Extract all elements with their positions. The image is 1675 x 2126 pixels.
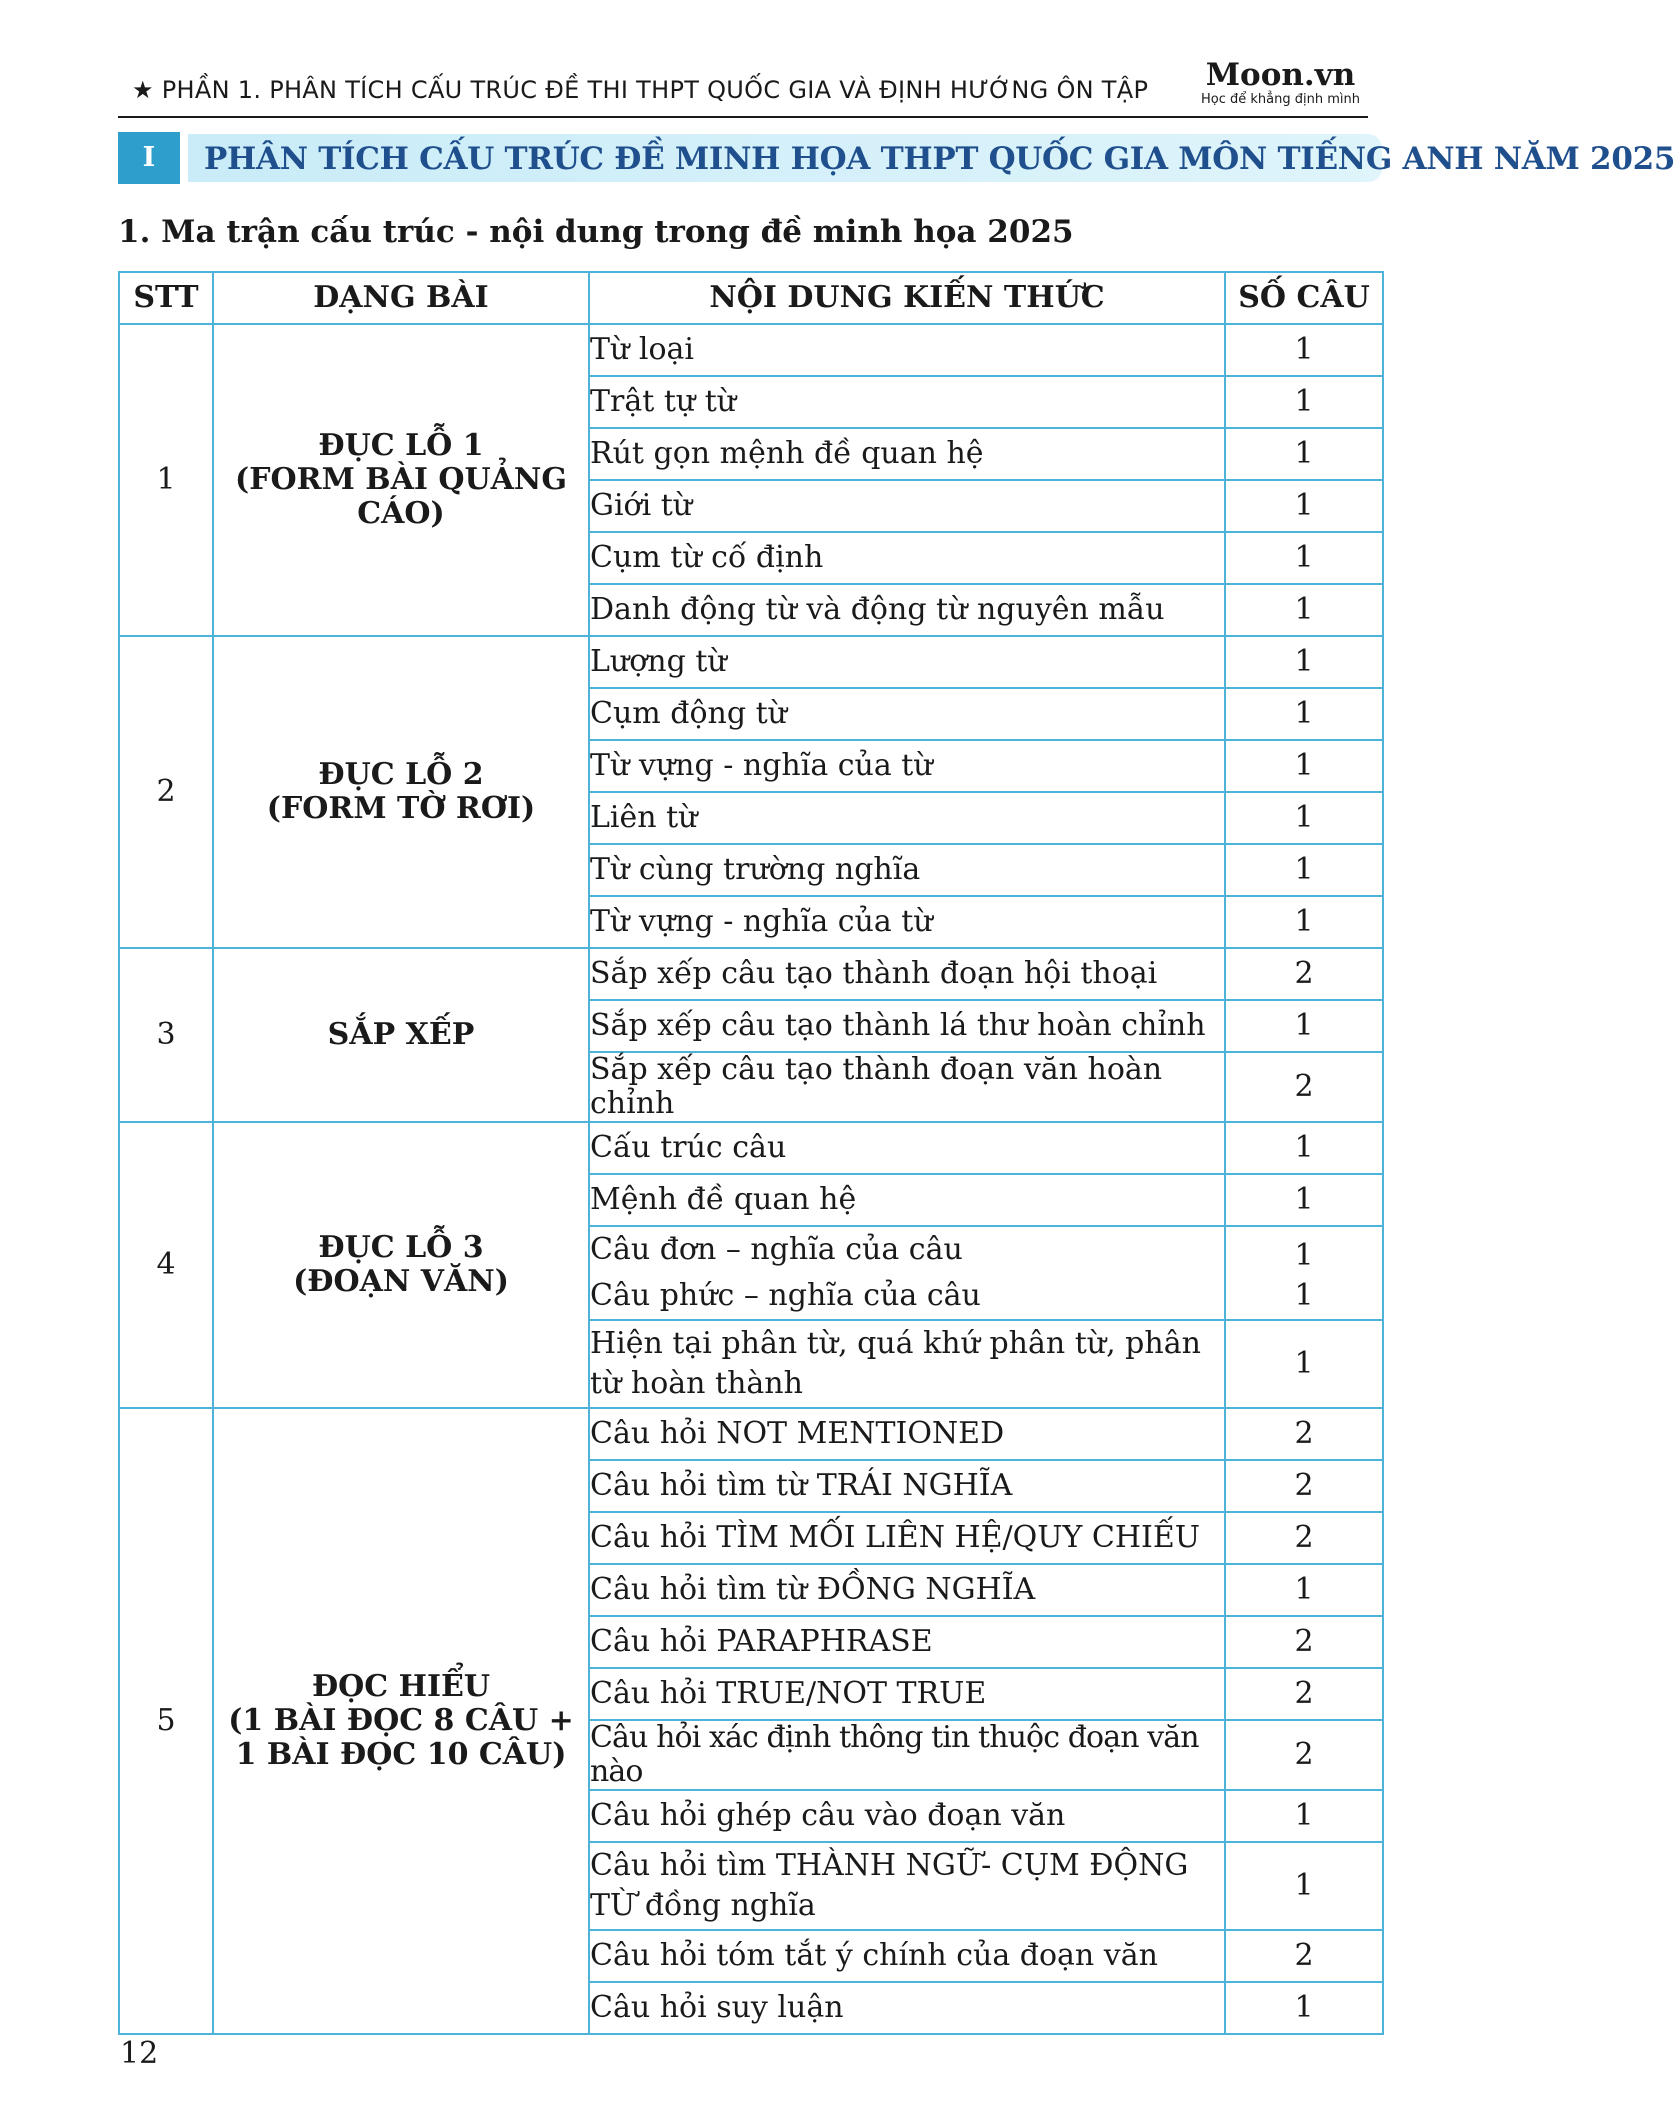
- type-line: ĐỤC LỖ 1: [318, 428, 484, 463]
- content-cell: Từ loại: [589, 324, 1225, 376]
- content-cell: [589, 1226, 1225, 1320]
- section-number: I: [118, 132, 180, 184]
- content-cell: Từ cùng trường nghĩa: [589, 844, 1225, 896]
- column-header-stt: STT: [119, 272, 213, 324]
- stt-cell: 3: [119, 948, 213, 1122]
- table-row: [119, 1122, 1383, 1174]
- section-heading: [118, 132, 1675, 184]
- content-cell: Câu hỏi tìm THÀNH NGỮ- CỤM ĐỘNG TỪ đồng nghĩa: [589, 1842, 1225, 1930]
- count-cell: [1225, 1226, 1383, 1320]
- count-cell: 1: [1225, 844, 1383, 896]
- type-cell: [213, 324, 589, 636]
- type-line: (FORM TỜ RƠI): [266, 791, 536, 826]
- brand-logo: [1201, 58, 1360, 108]
- content-cell: Câu hỏi tìm từ TRÁI NGHĨA: [589, 1460, 1225, 1512]
- type-line: ĐỤC LỖ 3: [318, 1230, 484, 1265]
- count-cell: 2: [1225, 1512, 1383, 1564]
- content-cell: Cấu trúc câu: [589, 1122, 1225, 1174]
- count-cell: 2: [1225, 1052, 1383, 1122]
- type-line: ĐỌC HIỂU: [311, 1669, 491, 1704]
- content-cell: Từ vựng - nghĩa của từ: [589, 896, 1225, 948]
- type-cell: [213, 948, 589, 1122]
- content-cell: Câu hỏi xác định thông tin thuộc đoạn văn nào: [589, 1720, 1225, 1790]
- content-cell: Hiện tại phân từ, quá khứ phân từ, phân từ hoàn thành: [589, 1320, 1225, 1408]
- table-row: [119, 948, 1383, 1000]
- count-line: 1: [1294, 1238, 1314, 1273]
- content-cell: Câu hỏi PARAPHRASE: [589, 1616, 1225, 1668]
- count-cell: 1: [1225, 1842, 1383, 1930]
- column-header-type: DẠNG BÀI: [213, 272, 589, 324]
- content-line: Câu phức – nghĩa của câu: [590, 1278, 981, 1313]
- count-cell: 1: [1225, 1000, 1383, 1052]
- content-cell: Mệnh đề quan hệ: [589, 1174, 1225, 1226]
- count-cell: 1: [1225, 584, 1383, 636]
- type-line: 1 BÀI ĐỌC 10 CÂU): [235, 1737, 567, 1772]
- type-line: (ĐOẠN VĂN): [293, 1264, 509, 1299]
- count-line: 1: [1294, 1278, 1314, 1313]
- content-cell: Câu hỏi NOT MENTIONED: [589, 1408, 1225, 1460]
- count-cell: 1: [1225, 532, 1383, 584]
- content-cell: Sắp xếp câu tạo thành đoạn hội thoại: [589, 948, 1225, 1000]
- table-header-row: [119, 272, 1383, 324]
- content-cell: Sắp xếp câu tạo thành đoạn văn hoàn chỉnh: [589, 1052, 1225, 1122]
- table-row: [119, 324, 1383, 376]
- count-cell: 1: [1225, 792, 1383, 844]
- stt-cell: 2: [119, 636, 213, 948]
- section-title: PHÂN TÍCH CẤU TRÚC ĐỀ MINH HỌA THPT QUỐC GIA MÔN TIẾNG ANH NĂM 2025: [204, 141, 1675, 177]
- content-cell: Sắp xếp câu tạo thành lá thư hoàn chỉnh: [589, 1000, 1225, 1052]
- content-cell: Cụm động từ: [589, 688, 1225, 740]
- count-cell: 1: [1225, 740, 1383, 792]
- content-cell: Câu hỏi TÌM MỐI LIÊN HỆ/QUY CHIẾU: [589, 1512, 1225, 1564]
- count-cell: 1: [1225, 1320, 1383, 1408]
- count-cell: 1: [1225, 376, 1383, 428]
- brand-name: Moon.vn: [1205, 57, 1356, 93]
- content-cell: Câu hỏi tóm tắt ý chính của đoạn văn: [589, 1930, 1225, 1982]
- stt-cell: 4: [119, 1122, 213, 1408]
- type-line: (FORM BÀI QUẢNG CÁO): [235, 462, 567, 531]
- count-cell: 1: [1225, 688, 1383, 740]
- type-line: ĐỤC LỖ 2: [318, 757, 484, 792]
- stt-cell: 1: [119, 324, 213, 636]
- count-cell: 2: [1225, 1668, 1383, 1720]
- count-cell: 1: [1225, 428, 1383, 480]
- table-row: [119, 636, 1383, 688]
- content-cell: Rút gọn mệnh đề quan hệ: [589, 428, 1225, 480]
- count-cell: 1: [1225, 1564, 1383, 1616]
- count-cell: 1: [1225, 896, 1383, 948]
- type-cell: [213, 1408, 589, 2034]
- content-cell: Câu hỏi suy luận: [589, 1982, 1225, 2034]
- content-cell: Lượng từ: [589, 636, 1225, 688]
- content-cell: Câu hỏi TRUE/NOT TRUE: [589, 1668, 1225, 1720]
- column-header-content: NỘI DUNG KIẾN THỨC: [589, 272, 1225, 324]
- count-cell: 1: [1225, 1982, 1383, 2034]
- header-title: ★ PHẦN 1. PHÂN TÍCH CẤU TRÚC ĐỀ THI THPT QUỐC GIA VÀ ĐỊNH HƯỚNG ÔN TẬP: [132, 76, 1149, 104]
- count-cell: 2: [1225, 1460, 1383, 1512]
- count-cell: 1: [1225, 1174, 1383, 1226]
- type-cell: [213, 636, 589, 948]
- content-cell: Giới từ: [589, 480, 1225, 532]
- count-cell: 1: [1225, 1122, 1383, 1174]
- page-number: 12: [120, 2036, 159, 2071]
- count-cell: 2: [1225, 948, 1383, 1000]
- content-cell: Câu hỏi ghép câu vào đoạn văn: [589, 1790, 1225, 1842]
- content-line: Câu đơn – nghĩa của câu: [590, 1232, 963, 1267]
- type-line: SẮP XẾP: [327, 1017, 475, 1052]
- count-cell: 1: [1225, 1790, 1383, 1842]
- content-cell: Cụm từ cố định: [589, 532, 1225, 584]
- count-cell: 2: [1225, 1616, 1383, 1668]
- content-cell: Trật tự từ: [589, 376, 1225, 428]
- stt-cell: 5: [119, 1408, 213, 2034]
- column-header-count: SỐ CÂU: [1225, 272, 1383, 324]
- count-cell: 1: [1225, 480, 1383, 532]
- page-header: [118, 57, 1368, 118]
- content-cell: Từ vựng - nghĩa của từ: [589, 740, 1225, 792]
- count-cell: 1: [1225, 324, 1383, 376]
- table-row: [119, 1408, 1383, 1460]
- brand-tagline: Học để khẳng định mình: [1201, 92, 1360, 107]
- count-cell: 2: [1225, 1408, 1383, 1460]
- subheading: 1. Ma trận cấu trúc - nội dung trong đề minh họa 2025: [118, 214, 1074, 250]
- type-cell: [213, 1122, 589, 1408]
- type-line: (1 BÀI ĐỌC 8 CÂU +: [228, 1703, 574, 1738]
- content-cell: Liên từ: [589, 792, 1225, 844]
- count-cell: 2: [1225, 1930, 1383, 1982]
- structure-matrix-table: [118, 271, 1384, 2035]
- content-cell: Danh động từ và động từ nguyên mẫu: [589, 584, 1225, 636]
- content-cell: Câu hỏi tìm từ ĐỒNG NGHĨA: [589, 1564, 1225, 1616]
- count-cell: 1: [1225, 636, 1383, 688]
- count-cell: 2: [1225, 1720, 1383, 1790]
